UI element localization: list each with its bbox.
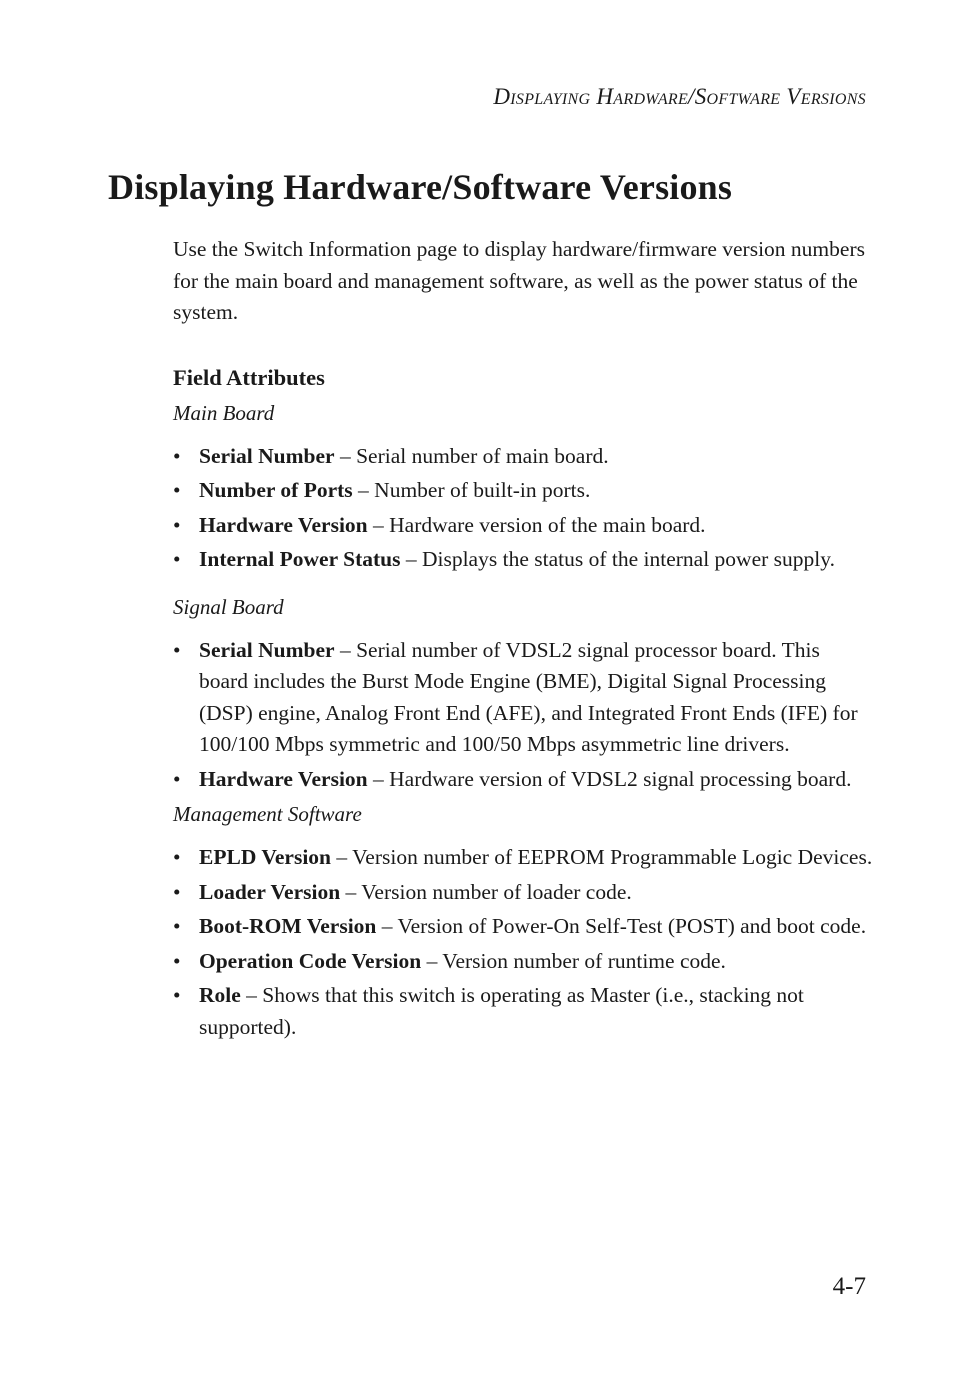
item-term: Hardware Version bbox=[199, 512, 368, 537]
intro-paragraph: Use the Switch Information page to display hardware/firmware version numbers for the main board and management software, as well as the power status of the system. bbox=[173, 237, 865, 324]
list-item bbox=[173, 980, 873, 1043]
list-item bbox=[173, 475, 873, 507]
list-item bbox=[173, 764, 873, 796]
item-term: Role bbox=[199, 983, 241, 1007]
bullet-icon: • bbox=[173, 914, 181, 938]
signal-board-heading: Signal Board bbox=[173, 594, 284, 619]
item-description: – Hardware version of the main board. bbox=[367, 512, 706, 537]
management-software-list bbox=[173, 842, 873, 1043]
bullet-icon: • bbox=[173, 547, 181, 571]
item-description: – Serial number of VDSL2 signal processor board. This board includes the Burst Mode Engine (BME), Digital Signal Processing (DSP) engine, Analog Front End (AFE), and Integrated Front Ends (IFE) for 100/100 Mbps symmetric and 100/50 Mbps asymmetric line drivers. bbox=[199, 637, 858, 756]
item-description: – Version number of EEPROM Programmable Logic Devices. bbox=[331, 845, 873, 869]
field-attributes-heading: Field Attributes bbox=[173, 364, 325, 390]
list-item bbox=[173, 635, 873, 761]
item-description: – Version number of runtime code. bbox=[421, 948, 726, 973]
item-description: – Hardware version of VDSL2 signal processing board. bbox=[367, 766, 852, 791]
bullet-icon: • bbox=[173, 983, 181, 1007]
item-description: – Serial number of main board. bbox=[334, 443, 609, 468]
list-item bbox=[173, 877, 873, 909]
page-title: Displaying Hardware/Software Versions bbox=[108, 167, 733, 207]
item-term: Serial Number bbox=[199, 637, 335, 662]
item-term: Serial Number bbox=[199, 443, 335, 468]
list-item bbox=[173, 544, 873, 576]
item-term: Boot-ROM Version bbox=[199, 914, 377, 938]
item-term: EPLD Version bbox=[199, 845, 332, 869]
bullet-icon: • bbox=[173, 443, 181, 468]
main-content bbox=[173, 234, 873, 1046]
list-item bbox=[173, 510, 873, 542]
bullet-icon: • bbox=[173, 512, 181, 537]
item-term: Internal Power Status bbox=[199, 547, 401, 571]
page-number: 4-7 bbox=[832, 1273, 866, 1300]
item-term: Operation Code Version bbox=[199, 948, 422, 973]
bullet-icon: • bbox=[173, 766, 181, 791]
bullet-icon: • bbox=[173, 637, 181, 662]
item-term: Hardware Version bbox=[199, 766, 368, 791]
list-item bbox=[173, 946, 873, 978]
management-software-heading: Management Software bbox=[173, 802, 362, 826]
item-description: – Shows that this switch is operating as Master (i.e., stacking not supported). bbox=[199, 983, 804, 1039]
bullet-icon: • bbox=[173, 948, 181, 973]
item-description: – Version number of loader code. bbox=[340, 879, 632, 904]
item-description: – Number of built-in ports. bbox=[352, 478, 591, 502]
list-item bbox=[173, 842, 873, 874]
bullet-icon: • bbox=[173, 478, 181, 502]
running-header: Displaying Hardware/Software Versions bbox=[493, 84, 866, 109]
main-board-list bbox=[173, 441, 873, 576]
item-description: – Version of Power-On Self-Test (POST) and boot code. bbox=[376, 914, 867, 938]
signal-board-list bbox=[173, 635, 873, 796]
item-term: Number of Ports bbox=[199, 478, 353, 502]
item-description: – Displays the status of the internal power supply. bbox=[400, 547, 835, 571]
list-item bbox=[173, 911, 873, 943]
item-term: Loader Version bbox=[199, 879, 341, 904]
list-item bbox=[173, 441, 873, 473]
main-board-heading: Main Board bbox=[173, 400, 275, 425]
bullet-icon: • bbox=[173, 845, 181, 869]
bullet-icon: • bbox=[173, 879, 181, 904]
